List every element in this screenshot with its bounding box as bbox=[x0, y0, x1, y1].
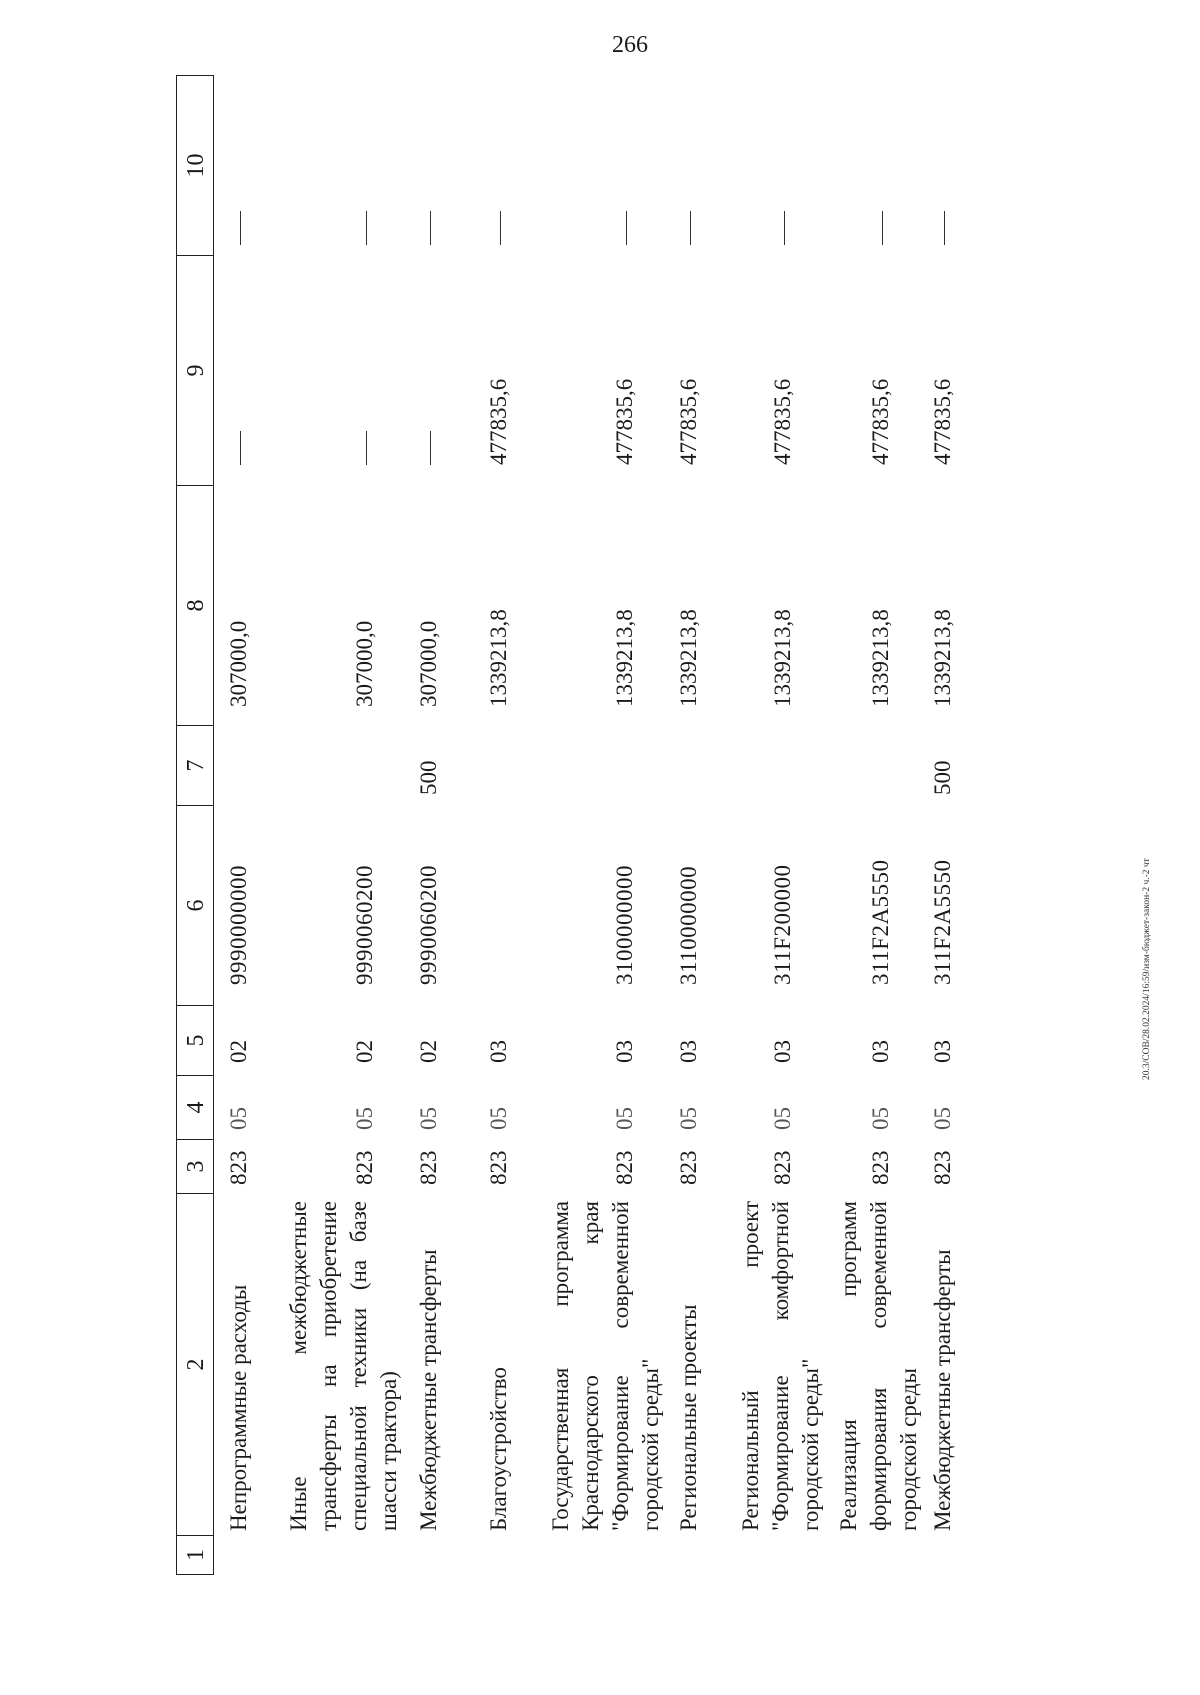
budget-table bbox=[176, 75, 1056, 1575]
header-col-7: 7 bbox=[176, 725, 214, 805]
cell-c4: 05 bbox=[612, 1107, 637, 1130]
cell-c10 bbox=[610, 211, 640, 245]
cell-c6: 3110000000 bbox=[676, 865, 701, 985]
dash-icon bbox=[240, 211, 242, 245]
cell-c8: 1339213,8 bbox=[868, 609, 893, 707]
cell-c4: 05 bbox=[352, 1107, 377, 1130]
dash-icon bbox=[500, 211, 502, 245]
row-name: Региональные проекты bbox=[676, 1304, 701, 1531]
header-col-2: 2 bbox=[176, 1193, 214, 1535]
dash-icon bbox=[366, 431, 368, 465]
dash-icon bbox=[430, 211, 432, 245]
cell-c6: 3100000000 bbox=[612, 865, 637, 985]
header-col-6: 6 bbox=[176, 805, 214, 1005]
dash-icon bbox=[626, 211, 628, 245]
cell-c8: 307000,0 bbox=[226, 620, 251, 707]
header-col-5: 5 bbox=[176, 1005, 214, 1075]
cell-c5: 03 bbox=[770, 1040, 795, 1063]
header-col-10: 10 bbox=[176, 75, 214, 255]
cell-c10 bbox=[414, 211, 444, 245]
cell-c10 bbox=[224, 211, 254, 245]
header-col-3: 3 bbox=[176, 1139, 214, 1193]
cell-c3: 823 bbox=[416, 1150, 441, 1185]
row-name: Благоустройство bbox=[486, 1367, 511, 1531]
cell-c9: 477835,6 bbox=[868, 378, 893, 465]
cell-c5: 02 bbox=[416, 1040, 441, 1063]
cell-c9 bbox=[350, 431, 380, 465]
cell-c10 bbox=[866, 211, 896, 245]
cell-c9: 477835,6 bbox=[676, 378, 701, 465]
cell-c4: 05 bbox=[416, 1107, 441, 1130]
cell-c3: 823 bbox=[612, 1150, 637, 1185]
header-col-1: 1 bbox=[176, 1535, 214, 1575]
cell-c5: 03 bbox=[868, 1040, 893, 1063]
cell-c8: 1339213,8 bbox=[770, 609, 795, 707]
cell-c5: 03 bbox=[612, 1040, 637, 1063]
dash-icon bbox=[882, 211, 884, 245]
cell-c8: 1339213,8 bbox=[676, 609, 701, 707]
dash-icon bbox=[784, 211, 786, 245]
row-name: Государственная программа Краснодарского края "Формирование современной городской среды" bbox=[548, 1201, 663, 1531]
cell-c9: 477835,6 bbox=[486, 378, 511, 465]
cell-c3: 823 bbox=[226, 1150, 251, 1185]
cell-c3: 823 bbox=[770, 1150, 795, 1185]
cell-c6: 9990060200 bbox=[416, 865, 441, 985]
cell-c3: 823 bbox=[352, 1150, 377, 1185]
row-name: Межбюджетные трансферты bbox=[416, 1249, 441, 1531]
table-header-row bbox=[176, 75, 216, 1575]
row-name: Региональный проект "Формирование комфортной городской среды" bbox=[738, 1201, 823, 1531]
cell-c9: 477835,6 bbox=[612, 378, 637, 465]
cell-c10 bbox=[674, 211, 704, 245]
cell-c4: 05 bbox=[868, 1107, 893, 1130]
cell-c3: 823 bbox=[868, 1150, 893, 1185]
cell-c6: 311F2A5550 bbox=[868, 859, 893, 985]
cell-c10 bbox=[484, 211, 514, 245]
cell-c8: 1339213,8 bbox=[612, 609, 637, 707]
document-footer: 20.3/СОВ/28.02.2024/16:59/изм-бюджет-закон-2 ч.-2 чт bbox=[1142, 858, 1152, 1080]
cell-c5: 03 bbox=[676, 1040, 701, 1063]
cell-c10 bbox=[928, 211, 958, 245]
cell-c5: 02 bbox=[226, 1040, 251, 1063]
cell-c4: 05 bbox=[930, 1107, 955, 1130]
cell-c5: 03 bbox=[486, 1040, 511, 1063]
cell-c8: 1339213,8 bbox=[930, 609, 955, 707]
header-col-8: 8 bbox=[176, 485, 214, 725]
page-number: 266 bbox=[612, 32, 648, 58]
cell-c10 bbox=[350, 211, 380, 245]
cell-c6: 311F200000 bbox=[770, 864, 795, 985]
cell-c8: 1339213,8 bbox=[486, 609, 511, 707]
row-name: Непрограммные расходы bbox=[226, 1284, 251, 1531]
cell-c8: 307000,0 bbox=[352, 620, 377, 707]
cell-c4: 05 bbox=[676, 1107, 701, 1130]
header-col-9: 9 bbox=[176, 255, 214, 485]
cell-c9: 477835,6 bbox=[930, 378, 955, 465]
cell-c6: 311F2A5550 bbox=[930, 859, 955, 985]
dash-icon bbox=[944, 211, 946, 245]
cell-c9: 477835,6 bbox=[770, 378, 795, 465]
cell-c3: 823 bbox=[676, 1150, 701, 1185]
row-name: Межбюджетные трансферты bbox=[930, 1249, 955, 1531]
cell-c4: 05 bbox=[226, 1107, 251, 1130]
cell-c6: 9990060200 bbox=[352, 865, 377, 985]
dash-icon bbox=[240, 431, 242, 465]
dash-icon bbox=[366, 211, 368, 245]
row-name: Иные межбюджетные трансферты на приобретение специальной техники (на базе шасси трактора) bbox=[286, 1201, 401, 1531]
cell-c3: 823 bbox=[930, 1150, 955, 1185]
cell-c9 bbox=[224, 431, 254, 465]
cell-c9 bbox=[414, 431, 444, 465]
cell-c4: 05 bbox=[486, 1107, 511, 1130]
cell-c3: 823 bbox=[486, 1150, 511, 1185]
dash-icon bbox=[430, 431, 432, 465]
header-col-4: 4 bbox=[176, 1075, 214, 1139]
cell-c8: 307000,0 bbox=[416, 620, 441, 707]
cell-c5: 02 bbox=[352, 1040, 377, 1063]
cell-c5: 03 bbox=[930, 1040, 955, 1063]
cell-c10 bbox=[768, 211, 798, 245]
row-name: Реализация программ формирования современной городской среды bbox=[836, 1201, 921, 1531]
cell-c4: 05 bbox=[770, 1107, 795, 1130]
cell-c7: 500 bbox=[930, 760, 955, 795]
dash-icon bbox=[690, 211, 692, 245]
cell-c7: 500 bbox=[416, 760, 441, 795]
cell-c6: 9990000000 bbox=[226, 865, 251, 985]
